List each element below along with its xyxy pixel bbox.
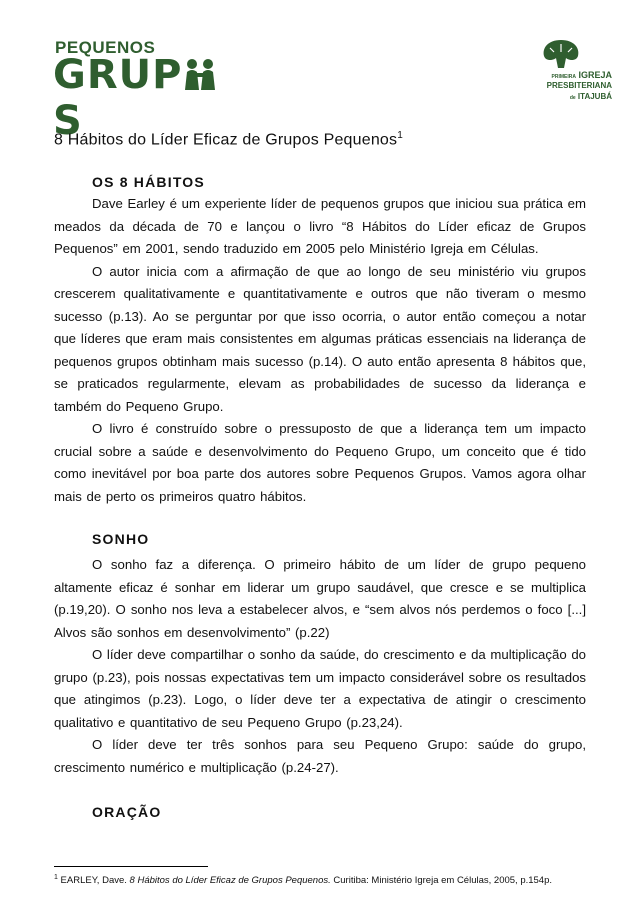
- paragraph: O líder deve compartilhar o sonho da saúde, do crescimento e da multiplicação do grupo (p.23), pois nossas expectativas tem um impacto considerável sobre os resultados que atingimos (p.23). Logo, o líder deve ter a expectativa de atingir o crescimento qualitativo e quantitativo de seu Pequeno Grupo (p.23,24).: [54, 647, 586, 730]
- church-name-line1: PRIMEIRA IGREJA: [551, 70, 612, 80]
- logo-grupos-part-a: GRUP: [53, 52, 183, 98]
- section-heading-sonho: SONHO: [92, 531, 150, 547]
- document-body: [54, 172, 586, 823]
- paragraph: Dave Earley é um experiente líder de pequenos grupos que iniciou sua prática em meados da década de 70 e lançou o livro “8 Hábitos do Líder eficaz de Grupos Pequenos” em 2001, sendo traduzido em 2005 pelo Ministério Igreja em Células.: [54, 196, 586, 256]
- section-heading-oracao: ORAÇÃO: [92, 804, 162, 820]
- footnote-ref[interactable]: 1: [397, 130, 403, 141]
- footnote: $^1$ EARLEY, Dave. 8 Hábitos do Líder Eficaz de Grupos Pequenos. Curitiba: Ministério Igreja em Células, 2005, p.154p.: [54, 874, 553, 887]
- logo-pequenos-text: PEQUENOS: [55, 38, 156, 57]
- paragraph: O livro é construído sobre o pressuposto de que a liderança tem um impacto crucial sobre a saúde e desenvolvimento do Pequeno Grupo, um conceito que é tido como inevitável por boa parte dos autores sobre Pequenos Grupos. Vamos agora olhar mais de perto os primeiros quatro hábitos.: [54, 421, 586, 504]
- pequenos-grupos-logo: [53, 38, 243, 144]
- paragraph: O líder deve ter três sonhos para seu Pequeno Grupo: saúde do grupo, crescimento numérico e multiplicação (p.24-27).: [54, 737, 586, 775]
- tree-icon: [540, 38, 582, 70]
- logo-grupos-part-b: S: [53, 98, 83, 144]
- footnote-divider: [54, 866, 208, 867]
- church-name-line2: PRESBITERIANA: [546, 81, 612, 90]
- document-title: 8 Hábitos do Líder Eficaz de Grupos Pequenos$^1$: [54, 130, 403, 149]
- paragraph: O autor inicia com a afirmação de que ao longo de seu ministério viu grupos crescerem qualitativamente e quantitativamente e outros que não tiveram o mesmo sucesso (p.13). Ao se perguntar por que isso ocorria, o autor então começou a notar que líderes que eram mais consistentes em algumas práticas essenciais na liderança de pequenos grupos obtinham mais sucesso (p.14). O auto então apresenta 8 hábitos que, se praticados regularmente, elevam as probabilidades de sucesso da liderança e também do Pequeno Grupo.: [54, 263, 586, 414]
- church-logo: [522, 38, 622, 118]
- section-heading-os-8-habitos: OS 8 HÁBITOS: [92, 174, 205, 190]
- paragraph: O sonho faz a diferença. O primeiro hábito de um líder de grupo pequeno altamente eficaz é sonhar em liderar um grupo saudável, que cresce e se multiplica (p.19,20). O sonho nos leva a estabelecer alvos, e “sem alvos nós perdemos o foco [...] Alvos são sonhos em desenvolvimento” (p.22): [54, 557, 586, 640]
- people-icon: [182, 55, 218, 89]
- church-name-line3: de ITAJUBÁ: [569, 92, 612, 101]
